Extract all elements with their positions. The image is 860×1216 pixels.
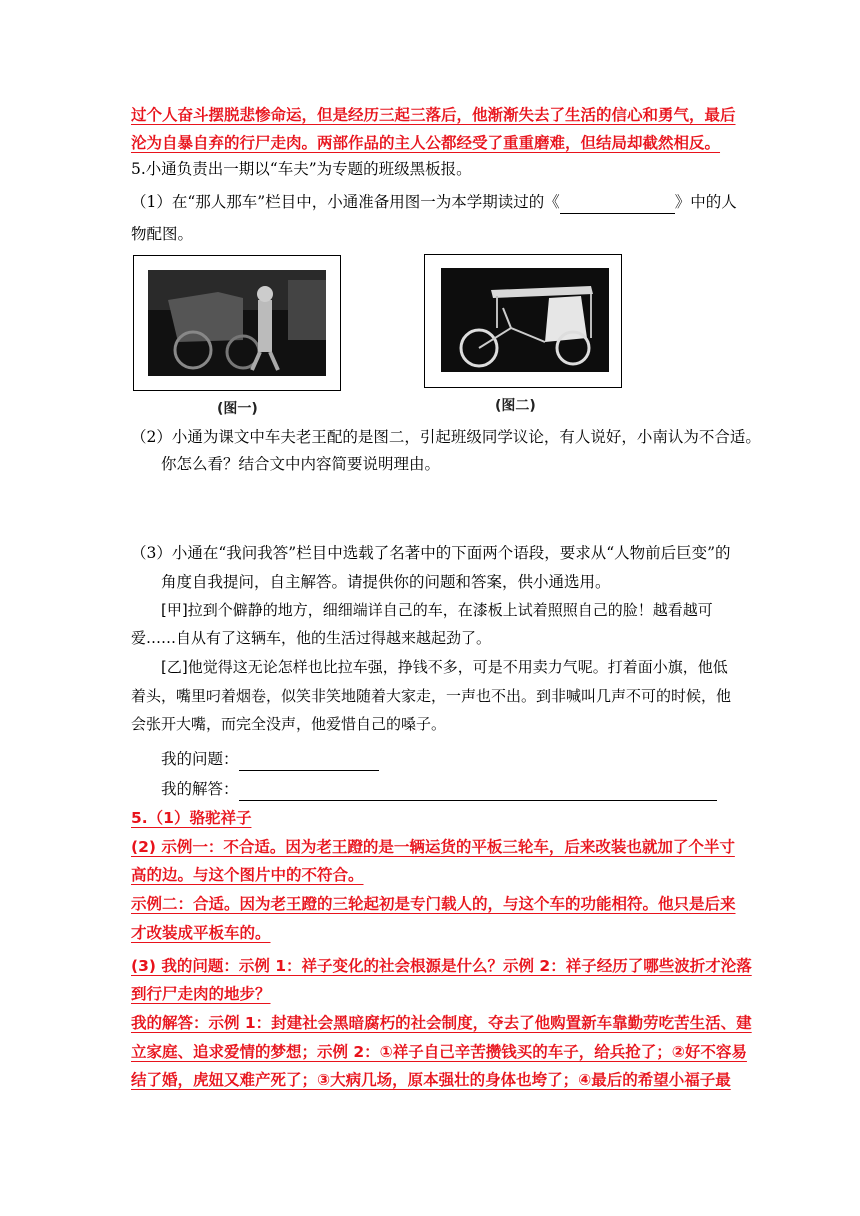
passage-yi-line: 着头，嘴里叼着烟卷，似笑非笑地随着大家走，一声也不出。到非喊叫几声不可的时候，他 bbox=[131, 687, 732, 705]
question-text: （1）在“那人那车”栏目中，小通准备用图一为本学期读过的《 bbox=[131, 193, 560, 211]
figure-1-caption: (图一) bbox=[217, 401, 258, 417]
answer-text-line: 示例二：合适。因为老王蹬的三轮起初是专门载人的，与这个车的功能相符。他只是后来 bbox=[131, 895, 736, 913]
passage-yi-line: 会张开大嘴，而完全没声，他爱惜自己的嗓子。 bbox=[131, 715, 447, 733]
answer-text-line: (2) 示例一：不合适。因为老王蹬的是一辆运货的平板三轮车，后来改装也就加了个半寸 bbox=[131, 838, 735, 856]
my-answer-label: 我的解答： bbox=[161, 780, 239, 798]
my-question-label: 我的问题： bbox=[161, 750, 239, 768]
figure-2-caption: (图二) bbox=[495, 398, 536, 414]
answer-text-line: 沦为自暴自弃的行尸走肉。两部作品的主人公都经受了重重磨难，但结局却截然相反。 bbox=[131, 134, 721, 152]
answer-text-line: 才改装成平板车的。 bbox=[131, 924, 271, 942]
answer-text-line: 到行尸走肉的地步？ bbox=[131, 985, 271, 1003]
rickshaw-photo-illustration bbox=[148, 270, 326, 376]
question-text: 物配图。 bbox=[131, 225, 194, 243]
passage-yi-line: [乙]他觉得这无论怎样也比拉车强，挣钱不多，可是不用卖力气呢。打着面小旗，他低 bbox=[161, 658, 728, 676]
question-5-1 bbox=[131, 190, 737, 214]
tricycle-photo-illustration bbox=[441, 268, 609, 372]
question-text: 你怎么看？结合文中内容简要说明理由。 bbox=[161, 455, 441, 473]
question-5-3: （3）小通在“我问我答”栏目中选载了名著中的下面两个语段，要求从“人物前后巨变”的 bbox=[131, 544, 731, 562]
answer-blank[interactable] bbox=[560, 197, 675, 214]
figure-2-image bbox=[424, 254, 622, 388]
answer-text-line: 结了婚，虎妞又难产死了；③大病几场，原本强壮的身体也垮了；④最后的希望小福子最 bbox=[131, 1071, 731, 1089]
answer-text-line: 过个人奋斗摆脱悲惨命运，但是经历三起三落后，他渐渐失去了生活的信心和勇气，最后 bbox=[131, 106, 736, 124]
passage-jia-line: 爱……自从有了这辆车，他的生活过得越来越起劲了。 bbox=[131, 629, 492, 647]
answer-text-line: 立家庭、追求爱情的梦想；示例 2：①祥子自己辛苦攒钱买的车子，给兵抢了；②好不容易 bbox=[131, 1043, 747, 1061]
my-question-row bbox=[161, 747, 761, 771]
passage-jia-line: [甲]拉到个僻静的地方，细细端详自己的车，在漆板上试着照照自己的脸！越看越可 bbox=[161, 601, 713, 619]
my-answer-row bbox=[161, 777, 761, 801]
question-text: 角度自我提问，自主解答。请提供你的问题和答案，供小通选用。 bbox=[161, 573, 611, 591]
question-5-2: （2）小通为课文中车夫老王配的是图二，引起班级同学议论，有人说好，小南认为不合适。 bbox=[131, 428, 761, 446]
my-question-blank[interactable] bbox=[239, 754, 379, 771]
question-5-title: 5.小通负责出一期以“车夫”为专题的班级黑板报。 bbox=[131, 160, 472, 178]
my-answer-blank[interactable] bbox=[239, 784, 717, 801]
figure-1-image bbox=[133, 255, 341, 391]
answer-text-line: 5.（1）骆驼祥子 bbox=[131, 809, 252, 827]
question-text: 》中的人 bbox=[674, 193, 737, 211]
answer-text-line: 高的边。与这个图片中的不符合。 bbox=[131, 866, 364, 884]
answer-text-line: 我的解答：示例 1：封建社会黑暗腐朽的社会制度，夺去了他购置新车靠勤劳吃苦生活、建 bbox=[131, 1014, 752, 1032]
answer-text-line: (3) 我的问题：示例 1：祥子变化的社会根源是什么？示例 2：祥子经历了哪些波折才沦落 bbox=[131, 957, 752, 975]
